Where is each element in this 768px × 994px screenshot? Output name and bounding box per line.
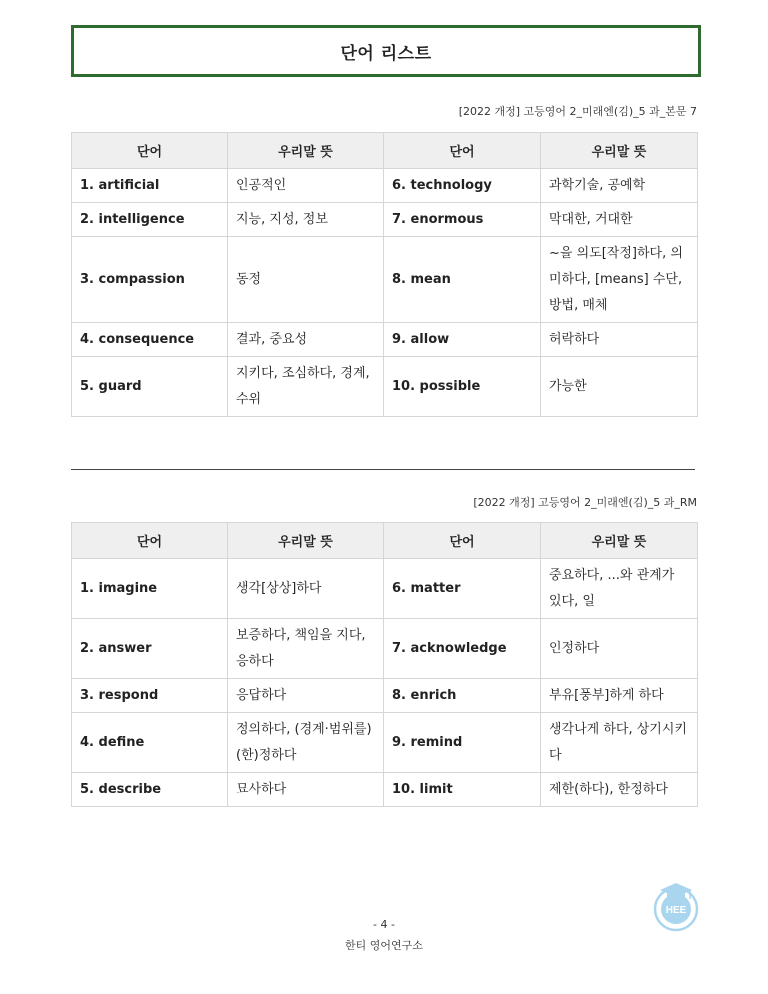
section-divider <box>71 469 695 470</box>
column-header: 단어 <box>72 523 228 559</box>
table-row <box>72 237 698 323</box>
word-cell: 2. intelligence <box>72 203 228 237</box>
meaning-cell: 과학기술, 공예학 <box>541 169 698 203</box>
meaning-cell: 제한(하다), 한정하다 <box>541 773 698 807</box>
word-cell: 7. enormous <box>384 203 541 237</box>
table-row <box>72 773 698 807</box>
word-cell: 7. acknowledge <box>384 619 541 679</box>
column-header: 단어 <box>384 133 541 169</box>
meaning-cell: 인정하다 <box>541 619 698 679</box>
meaning-cell: 지능, 지성, 정보 <box>228 203 384 237</box>
table-row <box>72 713 698 773</box>
word-cell: 3. respond <box>72 679 228 713</box>
meaning-cell: 가능한 <box>541 357 698 417</box>
word-cell: 8. enrich <box>384 679 541 713</box>
meaning-cell: 지키다, 조심하다, 경계, 수위 <box>228 357 384 417</box>
section-subtitle: [2022 개정] 고등영어 2_미래엔(김)_5 과_본문 7 <box>458 105 697 118</box>
page-title: 단어 리스트 <box>340 43 432 64</box>
word-cell: 5. describe <box>72 773 228 807</box>
table-header-row <box>72 133 698 169</box>
column-header: 우리말 뜻 <box>228 523 384 559</box>
word-cell: 8. mean <box>384 237 541 323</box>
table-row <box>72 679 698 713</box>
word-cell: 6. technology <box>384 169 541 203</box>
logo-text: HEE <box>665 905 687 916</box>
page-title-box <box>71 25 701 77</box>
vocab-table <box>71 132 698 417</box>
meaning-cell: 정의하다, (경계·범위를) (한)정하다 <box>228 713 384 773</box>
word-cell: 9. remind <box>384 713 541 773</box>
column-header: 단어 <box>384 523 541 559</box>
section-subtitle: [2022 개정] 고등영어 2_미래엔(김)_5 과_RM <box>473 496 697 509</box>
publisher-name: 한티 영어연구소 <box>345 939 423 952</box>
table-row <box>72 619 698 679</box>
column-header: 우리말 뜻 <box>228 133 384 169</box>
vocab-table <box>71 522 698 807</box>
column-header: 우리말 뜻 <box>541 133 698 169</box>
meaning-cell: 보증하다, 책임을 지다, 응하다 <box>228 619 384 679</box>
word-cell: 4. define <box>72 713 228 773</box>
table-row <box>72 169 698 203</box>
meaning-cell: 생각나게 하다, 상기시키다 <box>541 713 698 773</box>
column-header: 단어 <box>72 133 228 169</box>
column-header: 우리말 뜻 <box>541 523 698 559</box>
meaning-cell: 결과, 중요성 <box>228 323 384 357</box>
word-cell: 6. matter <box>384 559 541 619</box>
table-row <box>72 203 698 237</box>
meaning-cell: 응답하다 <box>228 679 384 713</box>
word-cell: 4. consequence <box>72 323 228 357</box>
hee-logo-icon <box>650 880 702 932</box>
meaning-cell: 생각[상상]하다 <box>228 559 384 619</box>
meaning-cell: 허락하다 <box>541 323 698 357</box>
word-cell: 10. possible <box>384 357 541 417</box>
word-cell: 1. artificial <box>72 169 228 203</box>
word-cell: 2. answer <box>72 619 228 679</box>
meaning-cell: 막대한, 거대한 <box>541 203 698 237</box>
meaning-cell: 묘사하다 <box>228 773 384 807</box>
table-row <box>72 559 698 619</box>
word-cell: 3. compassion <box>72 237 228 323</box>
meaning-cell: 동정 <box>228 237 384 323</box>
meaning-cell: 부유[풍부]하게 하다 <box>541 679 698 713</box>
table-header-row <box>72 523 698 559</box>
meaning-cell: 인공적인 <box>228 169 384 203</box>
page-number: - 4 - <box>373 918 395 931</box>
word-cell: 1. imagine <box>72 559 228 619</box>
table-row <box>72 357 698 417</box>
word-cell: 5. guard <box>72 357 228 417</box>
meaning-cell: ~을 의도[작정]하다, 의미하다, [means] 수단, 방법, 매체 <box>541 237 698 323</box>
table-row <box>72 323 698 357</box>
word-cell: 10. limit <box>384 773 541 807</box>
word-cell: 9. allow <box>384 323 541 357</box>
meaning-cell: 중요하다, ...와 관계가 있다, 일 <box>541 559 698 619</box>
